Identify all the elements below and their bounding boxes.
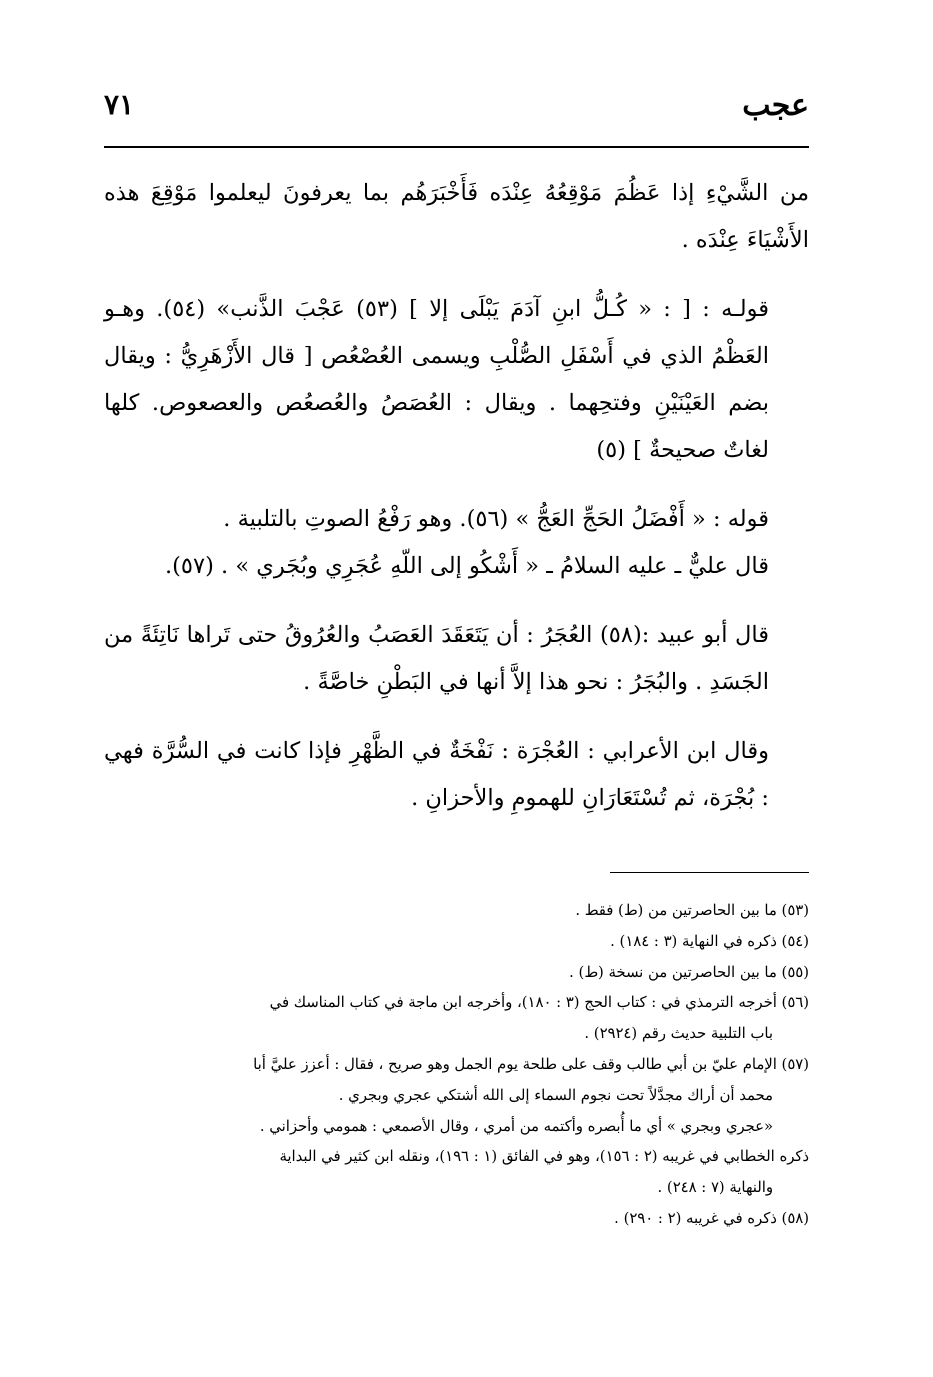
paragraph: قال أبو عبيد :(٥٨) العُجَرُ : أن يَتَعَقَدَ العَصَبُ والعُرُوقُ حتى تَراها نَاتِئَةً من الجَسَدِ . والبُجَرُ : نحو هذا إلاَّ أنها في البَطْنِ خاصَّةً . xyxy=(104,622,770,695)
footnote-continuation: ذكره الخطابي في غريبه (٢ : ١٥٦)، وهو في الفائق (١ : ١٩٦)، ونقله ابن كثير في البداية xyxy=(279,1148,809,1166)
paragraph: قولـه : [ : « كُـلُّ ابنِ آدَمَ يَبْلَى إلا ] (٥٣) عَجْبَ الذَّنب» (٥٤). وهـو العَظْمُ الذي في أَسْفَلِ الصُّلْبِ ويسمى العُصْعُص [ قال الأَزْهَرِيُّ : ويقال بضم العَيْنَيْنِ وفتحِهما . ويقال : العُصَصُ والعُصعُص والعصعوص. كلها لغاتٌ صحيحةٌ ] (٥) xyxy=(104,296,770,463)
footnote: (٥٧) الإمام عليّ بن أبي طالب وقف على طلحة يوم الجمل وهو صريح ، فقال : أعزز عليَّ أبا xyxy=(253,1055,809,1073)
footnote-continuation: والنهاية (٧ : ٢٤٨) . xyxy=(657,1179,773,1197)
paragraph: من الشَّيْءِ إذا عَظُمَ مَوْقِعُهُ عِنْدَه فَأَخْبَرَهُم بما يعرفونَ ليعلموا مَوْقِعَ هذه الأَشْيَاءَ عِنْدَه . xyxy=(104,180,809,253)
footnote: (٥٨) ذكره في غريبه (٢ : ٢٩٠) . xyxy=(614,1209,809,1227)
footnote: (٥٥) ما بين الحاصرتين من نسخة (ط) . xyxy=(569,963,809,981)
footnote-continuation: محمد أن أراك مجدَّلاً تحت نجوم السماء إلى الله أشتكي عجري وبجري . xyxy=(338,1086,773,1104)
main-text xyxy=(104,170,809,822)
footnote: (٥٣) ما بين الحاصرتين من (ط) فقط . xyxy=(575,902,809,919)
paragraph: قوله : « أَفْضَلُ الحَجِّ العَجُّ » (٥٦). وهو رَفْعُ الصوتِ بالتلبية . xyxy=(223,506,769,532)
page-header xyxy=(104,88,809,132)
footnote: (٥٦) أخرجه الترمذي في : كتاب الحج (٣ : ١٨٠)، وأخرجه ابن ماجة في كتاب المناسك في xyxy=(269,994,809,1012)
footnote-continuation: «عجري وبجري » أي ما أُبصره وأكتمه من أمري ، وقال الأصمعي : همومي وأحزاني . xyxy=(259,1117,773,1135)
footnote-continuation: باب التلبية حديث رقم (٢٩٢٤) . xyxy=(584,1025,773,1043)
header-divider xyxy=(104,146,809,148)
footnotes xyxy=(104,896,809,1235)
footnote-divider xyxy=(610,872,809,873)
paragraph: قال عليٌّ ـ عليه السلامُ ـ « أَشْكُو إلى اللّهِ عُجَرِي وبُجَري » . (٥٧). xyxy=(164,553,769,579)
footnote: (٥٤) ذكره في النهاية (٣ : ١٨٤) . xyxy=(610,932,809,950)
page-number: ٧١ xyxy=(104,88,135,121)
running-head: عجب xyxy=(742,88,809,123)
paragraph: وقال ابن الأعرابي : العُجْرَة : نَفْخَةٌ في الظَّهْرِ فإذا كانت في السُّرَّة فهي : بُجْرَة، ثم تُسْتَعَارَانِ للهمومِ والأحزانِ . xyxy=(104,738,769,811)
